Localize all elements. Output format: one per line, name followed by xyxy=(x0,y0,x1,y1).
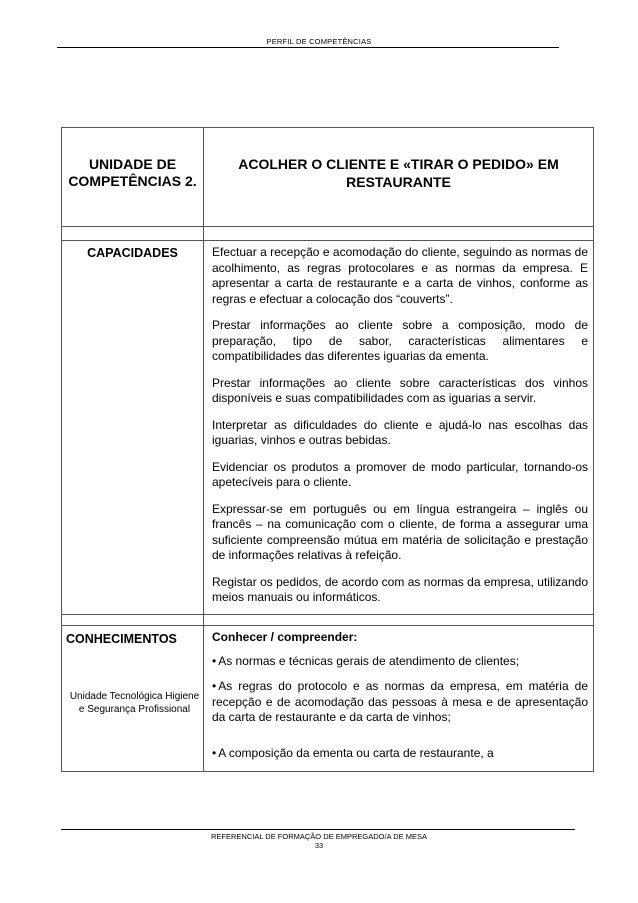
page-header-title: PERFIL DE COMPETÊNCIAS xyxy=(266,37,372,46)
conhecimentos-label-cell xyxy=(62,625,204,772)
conhecimentos-content xyxy=(204,625,594,772)
unit-row xyxy=(62,128,594,227)
footer-title: REFERENCIAL DE FORMAÇÃO DE EMPREGADO/A DE MESA xyxy=(210,832,427,841)
page-number: 33 xyxy=(314,841,324,850)
conhecimento-bullet xyxy=(212,746,588,762)
capacidade-paragraph: Prestar informações ao cliente sobre a composição, modo de preparação, tipo de sabor, características alimentares e compatibilidades das diferentes iguarias da ementa. xyxy=(212,318,588,363)
capacidade-paragraph: Interpretar as dificuldades do cliente e ajudá-lo nas escolhas das iguarias, vinhos e outras bebidas. xyxy=(212,417,588,447)
conhecimentos-sublabel: Unidade Tecnológica Higiene e Segurança Profissional xyxy=(69,690,200,715)
bullet-text: As normas e técnicas gerais de atendimento de clientes; xyxy=(218,653,520,668)
conhecimento-bullet xyxy=(212,679,588,726)
footer-rule xyxy=(61,829,575,830)
competency-table xyxy=(61,127,594,772)
capacidade-paragraph: Registar os pedidos, de acordo com as normas da empresa, utilizando meios manuais ou informáticos. xyxy=(212,574,588,604)
spacer-row xyxy=(62,227,594,241)
capacidades-label: CAPACIDADES xyxy=(62,241,204,615)
bullet-text: As regras do protocolo e as normas da empresa, em matéria de recepção e de acomodação das pessoas à mesa e de apresentação da carta de restaurante e da carta de vinhos; xyxy=(212,679,588,724)
spacer-row xyxy=(62,614,594,625)
conhecimento-bullet xyxy=(212,654,588,670)
conhecimentos-label: CONHECIMENTOS xyxy=(66,631,177,646)
bullet-icon: • xyxy=(212,653,217,668)
capacidade-paragraph: Prestar informações ao cliente sobre características dos vinhos disponíveis e suas compatibilidades com as iguarias a servir. xyxy=(212,375,588,405)
capacidade-paragraph: Evidenciar os produtos a promover de modo particular, tornando-os apetecíveis para o cliente. xyxy=(212,459,588,489)
capacidades-row xyxy=(62,241,594,615)
conhecimentos-heading: Conhecer / compreender: xyxy=(212,629,358,644)
bullet-icon: • xyxy=(212,679,217,693)
capacidades-content xyxy=(204,241,594,615)
capacidade-paragraph: Expressar-se em português ou em língua estrangeira – inglês ou francês – na comunicação com o cliente, de forma a assegurar uma suficiente compreensão mútua em matéria de solicitação e prestação de informações relativas à refeição. xyxy=(212,501,588,562)
conhecimentos-row xyxy=(62,625,594,772)
bullet-icon: • xyxy=(212,745,217,760)
unit-title: ACOLHER O CLIENTE E «TIRAR O PEDIDO» EM RESTAURANTE xyxy=(204,128,594,227)
bullet-text: A composição da ementa ou carta de restaurante, a xyxy=(218,745,494,760)
unit-label: UNIDADE DE COMPETÊNCIAS 2. xyxy=(62,128,204,227)
capacidade-paragraph: Efectuar a recepção e acomodação do cliente, seguindo as normas de acolhimento, as regras protocolares e as normas da empresa. E apresentar a carta de restaurante e a carta de vinhos, conforme as regras e efectuar a colocação dos “couverts”. xyxy=(212,245,588,306)
header-rule xyxy=(57,47,559,48)
